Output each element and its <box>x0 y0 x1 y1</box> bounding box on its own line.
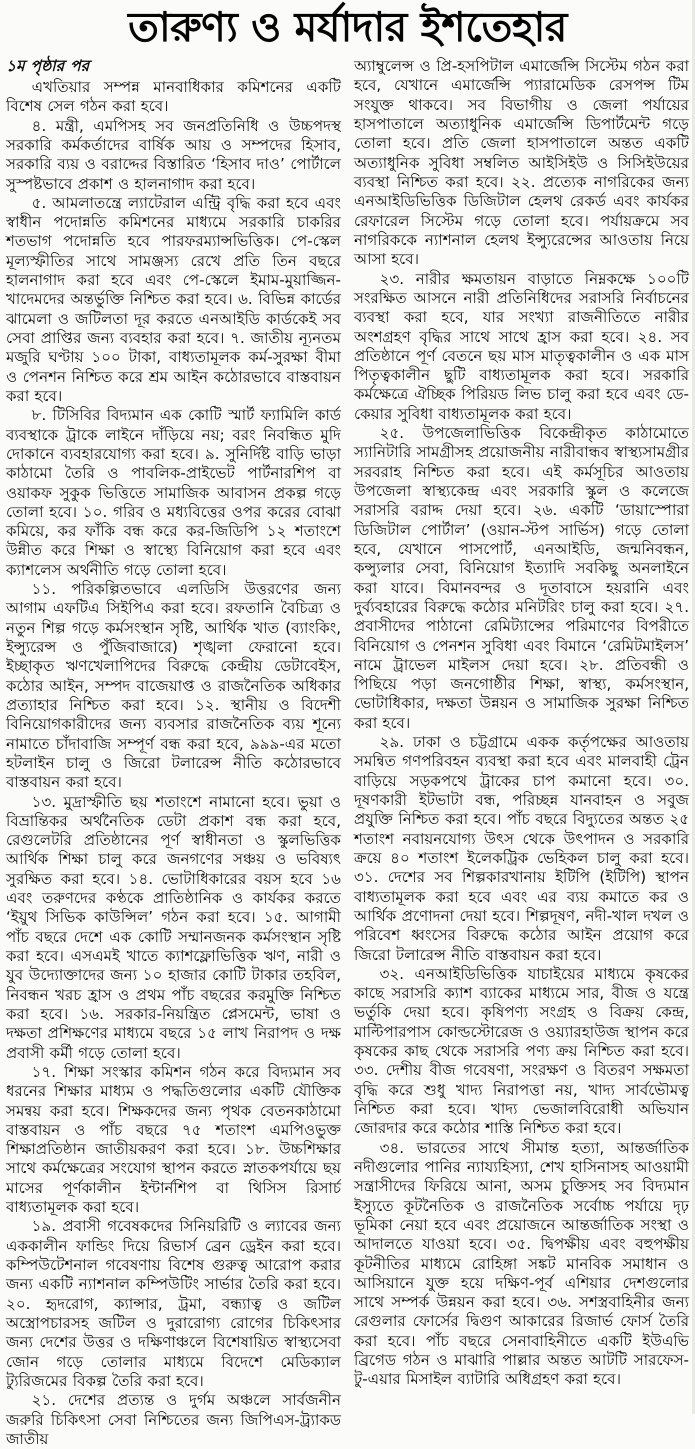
paragraph: ১৭. শিক্ষা সংস্কার কমিশন গঠন করে বিদ্যমান সব ধরনের শিক্ষার মাধ্যম ও পদ্ধতিগুলোর একটি যৌক্তিক সমন্বয় করা হবে। শিক্ষকদের জন্য পৃথক বেতনকাঠামো বাস্তবায়ন ও পাঁচ বছরে ৭৫ শতাংশ এমপিওভুক্ত শিক্ষাপ্রতিষ্ঠান জাতীয়করণ করা হবে। ১৮. উচ্চশিক্ষার সাথে কর্মক্ষেত্রের সংযোগ স্থাপন করতে স্নাতকপর্যায়ে ছয় মাসের পূর্ণকালীন ইন্টার্নশিপ বা থিসিস রিসার্চ বাধ্যতামূলক করা হবে। <box>6 1062 341 1217</box>
article-body <box>6 57 689 1449</box>
paragraph: ৪. মন্ত্রী, এমপিসহ সব জনপ্রতিনিধি ও উচ্চপদস্থ সরকারি কর্মকর্তাদের বার্ষিক আয় ও সম্পদের হিসাব, সরকারি ব্যয় ও বরাদ্দের বিস্তারিত ‘হিসাব দাও’ পোর্টালে সুস্পষ্টভাবে প্রকাশ ও হালনাগাদ করা হবে। <box>6 116 341 193</box>
paragraph: ৩২. এনআইডিভিত্তিক যাচাইয়ের মাধ্যমে কৃষকের কাছে সরাসরি ক্যাশ ব্যাকের মাধ্যমে সার, বীজ ও যন্ত্রে ভর্তুকি দেয়া হবে। কৃষিপণ্য সংগ্রহ ও বিক্রয় কেন্দ্র, মাল্টিপারপাস কোল্ডস্টোরেজ ও ওয়্যারহাউজ স্থাপন করে কৃষকের কাছ থেকে সরাসরি পণ্য ক্রয় নিশ্চিত করা হবে। ৩৩. দেশীয় বীজ গবেষণা, সংরক্ষণ ও বিতরণ সক্ষমতা বৃদ্ধি করে শুধু খাদ্য নিরাপত্তা নয়, খাদ্য সার্বভৌমত্ব নিশ্চিত করা হবে। খাদ্য ভেজালবিরোধী অভিযান জোরদার করে কঠোর শাস্তি নিশ্চিত করা হবে। <box>354 964 689 1138</box>
paragraph: ২৯. ঢাকা ও চট্টগ্রামে একক কর্তৃপক্ষের আওতায় সমন্বিত গণপরিবহন ব্যবস্থা করা হবে এবং মালবাহী ট্রেন বাড়িয়ে সড়কপথে ট্রাকের চাপ কমানো হবে। ৩০. দূষণকারী ইটভাটা বন্ধ, পরিচ্ছন্ন যানবাহন ও সবুজ প্রযুক্তি নিশ্চিত করা হবে। পাঁচ বছরে বিদ্যুতের অন্তত ২৫ শতাংশ নবায়নযোগ্য উৎস থেকে উৎপাদন ও সরকারি ক্রয়ে ৪০ শতাংশ ইলেকট্রিক ভেহিকল চালু করা হবে। ৩১. দেশের সব শিল্পকারখানায় ইটিপি (ইটিপি) স্থাপন বাধ্যতামূলক করা হবে এবং এর ব্যয় কমাতে কর ও আর্থিক প্রণোদনা দেয়া হবে। শিল্পদূষণ, নদী-খাল দখল ও পরিবেশ ধ্বংসের বিরুদ্ধে কঠোর আইন প্রয়োগ করে জিরো টলারেন্স নীতি বাস্তবায়ন করা হবে। <box>354 733 689 964</box>
paragraph: ১১. পরিকল্পিতভাবে এলডিসি উত্তরণের জন্য আগাম এফটিএ সিইপিএ করা হবে। রফতানি বৈচিত্র্য ও নতুন শিল্প গড়ে কর্মসংস্থান সৃষ্টি, আর্থিক খাত (ব্যাংকিং, ইন্স্যুরেন্স ও পুঁজিবাজারে) শৃঙ্খলা ফেরানো হবে। ইচ্ছাকৃত ঋণখেলাপিদের বিরুদ্ধে কেন্দ্রীয় ডেটাবেইস, কঠোর আইন, সম্পদ বাজেয়াপ্ত ও রাজনৈতিক অধিকার প্রত্যাহার নিশ্চিত করা হবে। ১২. স্থানীয় ও বিদেশী বিনিয়োগকারীদের জন্য ব্যবসার রাজনৈতিক ব্যয় শূন্যে নামাতে চাঁদাবাজি সম্পূর্ণ বন্ধ করা হবে, ৯৯৯-এর মতো হটলাইন চালু ও জিরো টলারেন্স নীতি কঠোরভাবে বাস্তবায়ন করা হবে। <box>6 580 341 792</box>
right-column <box>354 57 689 1390</box>
paragraph: ৮. টিসিবির বিদ্যমান এক কোটি স্মার্ট ফ্যামিলি কার্ড ব্যবস্থাকে ট্রাকে লাইনে দাঁড়িয়ে নয়; বরং নিবন্ধিত মুদি দোকানে ব্যবহারযোগ্য করা হবে। ৯. সুনির্দিষ্ট বাড়ি ভাড়া কাঠামো তৈরি ও পাবলিক-প্রাইভেট পার্টনারশিপ বা ওয়াকফ সুকুক ভিত্তিতে সামাজিক আবাসন প্রকল্প গড়ে তোলা হবে। ১০. গরিব ও মধ্যবিত্তের ওপর করের বোঝা কমিয়ে, কর ফাঁকি বন্ধ করে কর-জিডিপি ১২ শতাংশে উন্নীত করে শিক্ষা ও স্বাস্থ্যে বিনিয়োগ করা হবে এবং ক্যাশলেস অর্থনীতি গড়ে তোলা হবে। <box>6 406 341 579</box>
paragraph: ২৩. নারীর ক্ষমতায়ন বাড়াতে নিম্নকক্ষে ১০০টি সংরক্ষিত আসনে নারী প্রতিনিধিদের সরাসরি নির্বাচনের ব্যবস্থা করা হবে, যার সংখ্যা রাজনীতিতে নারীর অংশগ্রহণ বৃদ্ধির সাথে সাথে হ্রাস করা হবে। ২৪. সব প্রতিষ্ঠানে পূর্ণ বেতনে ছয় মাস মাতৃত্বকালীন ও এক মাস পিতৃত্বকালীন ছুটি বাধ্যতামূলক করা হবে। সরকারি কর্মক্ষেত্রে ঐচ্ছিক পিরিয়ড লিভ চালু করা হবে এবং ডে-কেয়ার সুবিধা বাধ্যতামূলক করা হবে। <box>354 269 689 423</box>
paragraph: ৫. আমলাতন্ত্রে ল্যাটেরাল এন্ট্রি বৃদ্ধি করা হবে এবং স্বাধীন পদোন্নতি কমিশনের মাধ্যমে সরকারি চাকরির শতভাগ পদোন্নতি হবে পারফরম্যান্সভিত্তিক। পে-স্কেল মূল্যস্ফীতির সাথে সামঞ্জস্য রেখে প্রতি তিন বছরে হালনাগাদ করা হবে এবং পে-স্কেলে ইমাম-মুয়াজ্জিন-খাদেমদের অন্তর্ভুক্তি নিশ্চিত করা হবে। ৬. বিভিন্ন কার্ডের ঝামেলা ও জটিলতা দূর করতে এনআইডি কার্ডকেই সব সেবা প্রাপ্তির জন্য ব্যবহার করা হবে। ৭. জাতীয় ন্যূনতম মজুরি ঘণ্টায় ১০০ টাকা, বাধ্যতামূলক কর্ম-সুরক্ষা বীমা ও পেনশন নিশ্চিত করে শ্রম আইন কঠোরভাবে বাস্তবায়ন করা হবে। <box>6 193 341 405</box>
paragraph: অ্যাম্বুলেন্স ও প্রি-হসপিটাল এমার্জেন্সি সিস্টেম গঠন করা হবে, যেখানে এমার্জেন্সি প্যারামেডিক রেসপন্স টিম সংযুক্ত থাকবে। সব বিভাগীয় ও জেলা পর্যায়ের হাসপাতালে অত্যাধুনিক এমার্জেন্সি ডিপার্টমেন্ট গড়ে তোলা হবে। প্রতি জেলা হাসপাতালে অন্তত একটি অত্যাধুনিক সুবিধা সম্বলিত আইসিইউ ও সিসিইউয়ের ব্যবস্থা নিশ্চিত করা হবে। ২২. প্রত্যেক নাগরিকের জন্য এনআইডিভিত্তিক ডিজিটাল হেলথ রেকর্ড এবং কার্যকর রেফারেল সিস্টেম গড়ে তোলা হবে। পর্যায়ক্রমে সব নাগরিককে ন্যাশনাল হেলথ ইন্স্যুরেন্সের আওতায় নিয়ে আসা হবে। <box>354 57 689 269</box>
left-column <box>6 57 341 1449</box>
article-headline: তারুণ্য ও মর্যাদার ইশতেহার <box>128 3 567 51</box>
paragraph: ২৫. উপজেলাভিত্তিক বিকেন্দ্রীকৃত কাঠামোতে স্যানিটারি সামগ্রীসহ প্রয়োজনীয় নারীবান্ধব স্বাস্থ্যসামগ্রীর সরবরাহ নিশ্চিত করা হবে। এই কর্মসূচির আওতায় উপজেলা স্বাস্থ্যকেন্দ্র এবং সরকারি স্কুল ও কলেজে সরাসরি বরাদ্দ দেয়া হবে। ২৬. একটি ‘ডায়াস্পোরা ডিজিটাল পোর্টাল’ (ওয়ান-স্টপ সার্ভিস) গড়ে তোলা হবে, যেখানে পাসপোর্ট, এনআইডি, জন্মনিবন্ধন, কন্স্যুলার সেবা, বিনিয়োগ ইত্যাদি সবকিছু অনলাইনে করা যাবে। বিমানবন্দর ও দূতাবাসে হয়রানি এবং দুর্ব্যবহারের বিরুদ্ধে কঠোর মনিটরিং চালু করা হবে। ২৭. প্রবাসীদের পাঠানো রেমিট্যান্সের পরিমাণের বিপরীতে বিনিয়োগ ও পেনশন সুবিধা এবং বিমানে ‘রেমিটমাইলস’ নামে ট্রাভেল মাইলস দেয়া হবে। ২৮. প্রতিবন্ধী ও পিছিয়ে পড়া জনগোষ্ঠীর শিক্ষা, স্বাস্থ্য, কর্মসংস্থান, ভোটাধিকার, দক্ষতা উন্নয়ন ও সামাজিক সুরক্ষা নিশ্চিত করা হবে। <box>354 424 689 732</box>
paragraph: এখতিয়ার সম্পন্ন মানবাধিকার কমিশনের একটি বিশেষ সেল গঠন করা হবে। <box>6 77 341 116</box>
paragraph: ১৯. প্রবাসী গবেষকদের সিনিয়রিটি ও ল্যাবের জন্য এককালীন ফান্ডিং দিয়ে রিভার্স ব্রেন ড্রেইন করা হবে। কম্পিউটেশনাল গবেষণায় বিশেষ গুরুত্ব আরোপ করার জন্য একটি ন্যাশনাল কম্পিউটিং সার্ভার তৈরি করা হবে। ২০. হৃদরোগ, ক্যান্সার, ট্রমা, বন্ধ্যাত্ব ও জটিল অস্ত্রোপচারসহ জটিল ও দুরারোগ্য রোগের চিকিৎসার জন্য দেশের উত্তর ও দক্ষিণাঞ্চলে বিশেষায়িত স্বাস্থ্যসেবা জোন গড়ে তোলার মাধ্যমে বিদেশে মেডিক্যাল ট্যুরিজমের বিকল্প তৈরি করা হবে। <box>6 1217 341 1390</box>
paragraph: ৩৪. ভারতের সাথে সীমান্ত হত্যা, আন্তর্জাতিক নদীগুলোর পানির ন্যায্যহিস্যা, শেখ হাসিনাসহ আওয়ামী সন্ত্রাসীদের ফিরিয়ে আনা, অসম চুক্তিসহ সব বিদ্যমান ইস্যুতে কূটনৈতিক ও রাজনৈতিক সর্বোচ্চ পর্যায়ে দৃঢ় ভূমিকা নেয়া হবে এবং প্রয়োজনে আন্তর্জাতিক সংস্থা ও আদালতে যাওয়া হবে। ৩৫. দ্বিপক্ষীয় এবং বহুপক্ষীয় কূটনীতির মাধ্যমে রোহিঙ্গা সঙ্কট মানবিক সমাধান ও আসিয়ানে যুক্ত হয়ে দক্ষিণ-পূর্ব এশিয়ার দেশগুলোর সাথে সম্পর্ক উন্নয়ন করা হবে। ৩৬. সশস্ত্রবাহিনীর জন্য রেগুলার ফোর্সের দ্বিগুণ আকারের রিজার্ভ ফোর্স তৈরি করা হবে। পাঁচ বছরে সেনাবাহিনীতে একটি ইউএভি ব্রিগেড গঠন ও মাঝারি পাল্লার অন্তত আটটি সারফেস-টু-এয়ার মিসাইল ব্যাটারি অধিগ্রহণ করা হবে। <box>354 1138 689 1389</box>
paragraph: ২১. দেশের প্রত্যন্ত ও দুর্গম অঞ্চলে সার্বজনীন জরুরি চিকিৎসা সেবা নিশ্চিতের জন্য জিপিএস-ট্র্যাকড জাতীয় <box>6 1391 341 1448</box>
continuation-note: ১ম পৃষ্ঠার পর <box>6 57 90 76</box>
paragraph: ১৩. মুদ্রাস্ফীতি ছয় শতাংশে নামানো হবে। ভুয়া ও বিভ্রান্তিকর অর্থনৈতিক ডেটা প্রকাশ বন্ধ করা হবে, রেগুলেটরি প্রতিষ্ঠানের পূর্ণ স্বাধীনতা ও স্কুলভিত্তিক আর্থিক শিক্ষা চালু করে জনগণের সঞ্চয় ও ভবিষ্যৎ সুরক্ষিত করা হবে। ১৪. ভোটাধিকারের বয়স হবে ১৬ এবং তরুণদের কণ্ঠকে প্রাতিষ্ঠানিক ও কার্যকর করতে ‘ইয়ুথ সিভিক কাউন্সিল’ গঠন করা হবে। ১৫. আগামী পাঁচ বছরে দেশে এক কোটি সম্মানজনক কর্মসংস্থান সৃষ্টি করা হবে। এসএমই খাতে ক্যাশফ্লোভিত্তিক ঋণ, নারী ও যুব উদ্যোক্তাদের জন্য ১০ হাজার কোটি টাকার তহবিল, নিবন্ধন খরচ হ্রাস ও প্রথম পাঁচ বছরের করমুক্তি নিশ্চিত করা হবে। ১৬. সরকার-নিয়ন্ত্রিত প্লেসমেন্ট, ভাষা ও দক্ষতা প্রশিক্ষণের মাধ্যমে বছরে ১৫ লাখ নিরাপদ ও দক্ষ প্রবাসী কর্মী গড়ে তোলা হবে। <box>6 792 341 1062</box>
